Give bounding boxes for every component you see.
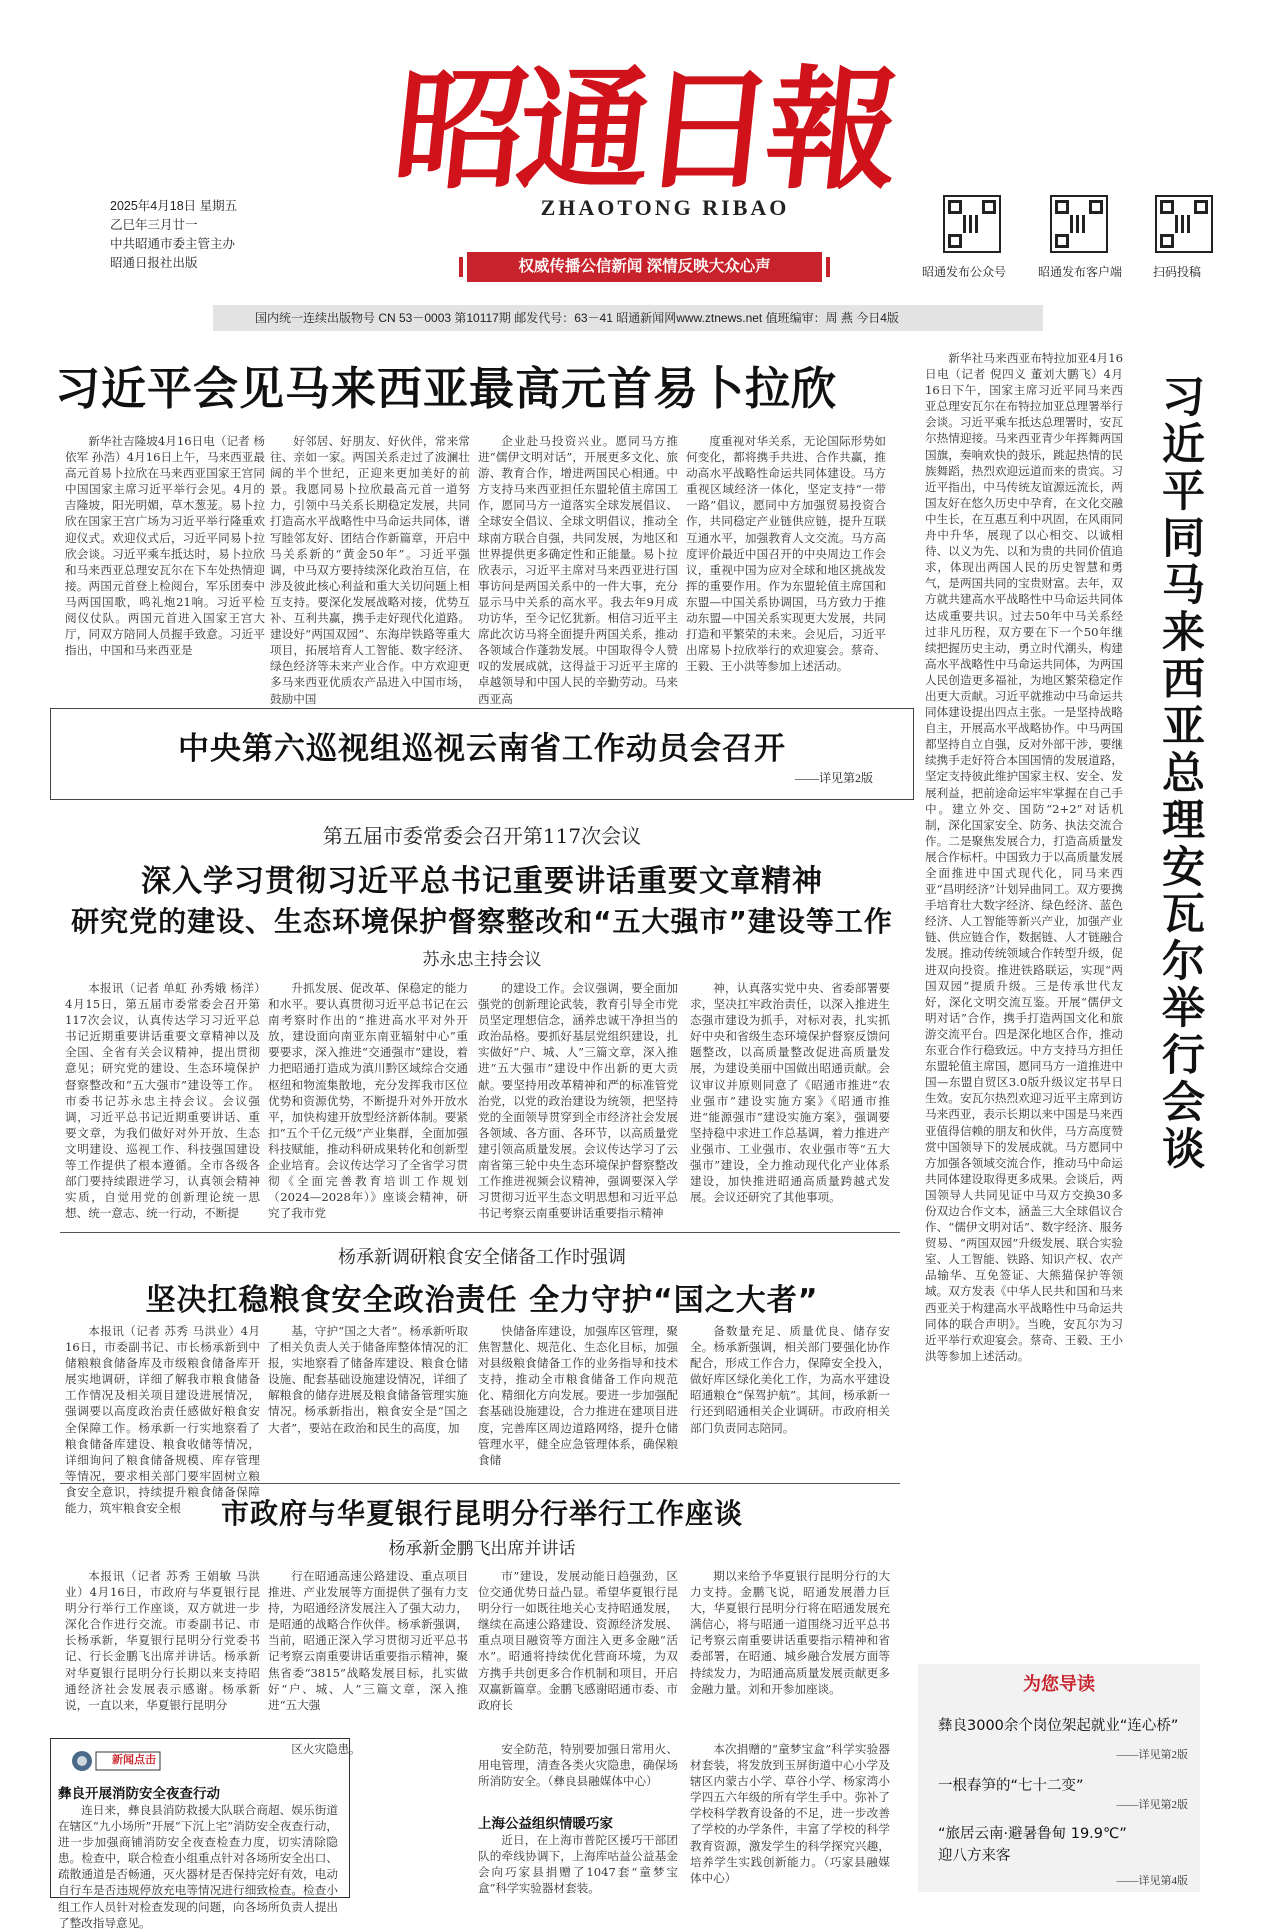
bank-paragraph: 本报讯（记者 苏秀 王娟敏 马洪业）4月16日，市政府与华夏银行昆明分行举行工作座谈，双方就进一步深化合作进行交流。市委副书记、市长杨承新，华夏银行昆明分行党委书记、行长金鹏飞出席并讲话。杨承新对华夏银行昆明分行长期以来支持昭通经济社会发展表示感谢。杨承新说，一直以来，华夏银行昆明分 (65, 1569, 260, 1712)
lead-paragraph: 度重视对华关系，无论国际形势如何变化，都将携手共进、合作共赢，推动高水平战略性命运共同体建设。马方重视区域经济一体化，坚定支持“一带一路”倡议，愿同中方加强贸易投资合作，共同稳定产业链供应链，提升互联互通水平，加强教育人文交流。马方高度评价最近中国召开的中央周边工作会议，重视中国为应对全球和地区挑战发挥的重要作用。作为东盟轮值主席国和东盟—中国关系协调国，马方致力于推动东盟—中国关系实现更大发展，共同打造和平繁荣的未来。会见后，习近平出席易卜拉欣举行的欢迎宴会。蔡奇、王毅、王小洪等参加上述活动。 (686, 434, 886, 674)
meeting-paragraph: 的建设工作。会议强调，要全面加强党的创新理论武装，教育引导全市党员坚定理想信念，涵养忠诚干净担当的政治品格。要抓好基层党组织建设，扎实做好“户、城、人”三篇文章，深入推进“五大强市”建设中作出新的更大贡献。要坚持用改革精神和严的标准管党治党，以党的政治建设为统领，把坚持党的全面领导贯穿到全市经济社会发展各领域、各方面、各环节，以高质量党建引领高质量发展。会议传达学习了云南省第三轮中央生态环境保护督察整改工作推进视频会议精神，强调要深入学习贯彻习近平生态文明思想和习近平总书记考察云南重要讲话重要指示精神 (478, 981, 678, 1221)
meeting-kicker: 第五届市委常委会召开第117次会议 (322, 824, 642, 848)
inspection-ref: ——详见第2版 (794, 771, 873, 785)
grain-kicker: 杨承新调研粮食安全储备工作时强调 (338, 1247, 626, 1268)
qr-code-icon[interactable] (1155, 195, 1213, 253)
publisher-line: 昭通日报社出版 (110, 256, 198, 270)
inspection-box[interactable] (50, 708, 914, 800)
qr-label: 昭通发布公众号 (922, 265, 1007, 279)
qr-label: 扫码投稿 (1153, 265, 1202, 279)
brief-2-continued (690, 1741, 890, 1893)
sponsor-line: 中共昭通市委主管主办 (110, 237, 236, 251)
bank-column (690, 1568, 890, 1724)
guide-item-ref: ——详见第2版 (1116, 1799, 1188, 1811)
meeting-column (268, 980, 468, 1220)
guide-item-ref: ——详见第2版 (1116, 1749, 1188, 1761)
meeting-paragraph: 神，认真落实党中央、省委部署要求，坚决扛牢政治责任，以深入推进生态强市建设为抓手，对标对表，扎实抓好中央和省级生态环境保护督察反馈问题整改，以高质量整改促进高质量发展，为建设美丽中国做出昭通贡献。会议审议并原则同意了《昭通市推进“农业强市”建设实施方案》《昭通市推进“能源强市”建设实施方案》，强调要坚持稳中求进工作总基调，着力推进产业强市、工业强市、农业强市等“五大强市”建设，全力推动现代化产业体系建设，加快推进昭通高质量跨越式发展。会议还研究了其他事项。 (690, 981, 890, 1205)
section-divider (60, 1232, 900, 1233)
bank-paragraph: 市”建设，发展动能日趋强劲，区位交通优势日益凸显。希望华夏银行昆明分行一如既往地关心支持昭通发展，继续在高速公路建设、资源经济发展、重点项目融资等方面注入更多金融“活水”。昭通将持续优化营商环境，为双方携手共创更多合作机制和项目，开启双赢新篇章。金鹏飞感谢昭通市委、市政府长 (478, 1569, 678, 1712)
logo-char: 報 (758, 52, 900, 208)
brief-1-end (478, 1741, 678, 1805)
grain-paragraph: 快储备库建设，加强库区管理，聚焦智慧化、规范化、生态化目标，加强对县级粮食储备工作的业务指导和技术支持，推动全市粮食储备工作向规范化、精细化方向发展。要进一步加强配套基础设施建设，合力推进在建项目进度，完善库区周边道路网络，提升仓储管理水平，健全应急管理体系，确保粮食储 (478, 1324, 678, 1467)
qr-label: 昭通发布客户端 (1038, 265, 1123, 279)
guide-item[interactable]: 彝良3000余个岗位架起就业“连心桥” (938, 1718, 1179, 1734)
meeting-column (65, 980, 260, 1220)
right-story-paragraph: 新华社马来西亚布特拉加亚4月16日电（记者 倪四义 董刘大鹏飞）4月16日下午，国家主席习近平同马来西亚总理安瓦尔在布特拉加亚总理署举行会谈。习近平乘车抵达总理署时，安瓦尔热情迎接。马来西亚青少年挥舞两国国旗，奏响欢快的鼓乐，跳起热情的民族舞蹈，热烈欢迎远道而来的贵宾。习近平指出，中马传统友谊源远流长，两国友好在悠久历史中孕育，在文化交融中生长，在互惠互利中巩固，在风雨同舟中升华，展现了以心相交、以诚相待、以义为先、以和为贵的共同价值追求，体现出两国人民的历史智慧和勇气，是两国共同的宝贵财富。去年，双方就共建高水平战略性中马命运共同体达成重要共识。过去50年中马关系经过非凡历程，双方要在下一个50年继续把握历史主动，勇立时代潮头，构建高水平战略性中马命运共同体，为两国人民创造更多福祉，为地区繁荣稳定作出更大贡献。习近平就推动中马命运共同体建设提出四点主张。一是坚持战略自主，开展高水平战略协作。中马两国都坚持自立自强，反对外部干涉，要继续携手走好符合本国国情的发展道路，坚定支持彼此维护国家主权、安全、发展利益，把前途命运牢牢掌握在自己手中。建立外交、国防“2+2”对话机制，深化国家安全、防务、执法交流合作。二是聚焦发展合力，打造高质量发展合作标杆。中国致力于以高质量发展全面推进中国式现代化，同马来西亚“昌明经济”计划异曲同工。双方要携手培育壮大数字经济、绿色经济、蓝色经济、人工智能等新兴产业，加强产业链、供应链合作，数据链、人才链融合发展。推动传统领域合作转型升级，促进双向投资。推进铁路联运，实现“两国双园”提质升级。三是传承世代友好，深化文明交流互鉴。开展“儒伊文明对话”合作，携手打造两国文化和旅游交流平台。四是深化地区合作，推动东亚合作行稳致远。中方支持马方担任东盟轮值主席国，愿同马方一道推进中国—东盟自贸区3.0版升级议定书早日生效。安瓦尔热烈欢迎习近平主席到访马来西亚，表示长期以来中国是马来西亚值得信赖的朋友和伙伴，马方高度赞赏中国领导下的发展成就。马方愿同中方加强各领域交流合作，推动马中命运共同体建设取得更多成果。会谈后，两国领导人共同见证中马双方交换30多份双边合作文本，涵盖三大全球倡议合作、“儒伊文明对话”、数字经济、服务贸易、“两国双园”升级发展、联合实验室、人工智能、铁路、知识产权、农产品输华、互免签证、大熊猫保护等领域。双方发表《中华人民共和国和马来西亚关于构建高水平战略性中马命运共同体的联合声明》。当晚，安瓦尔为习近平举行欢迎宴会。蔡奇、王毅、王小洪等参加上述活动。 (925, 351, 1123, 1363)
meeting-headline-2: 研究党的建设、生态环境保护督察整改和“五大强市”建设等工作 (71, 905, 893, 938)
grain-column (268, 1323, 468, 1473)
lead-column (270, 433, 470, 706)
brief-paragraph: 安全防范，特别要加强日常用火、用电管理，清查各类火灾隐患，确保场所消防安全。（彝良县融媒体中心） (478, 1742, 678, 1789)
lead-column (65, 433, 265, 695)
brief-2-body (478, 1832, 678, 1894)
bank-column (65, 1568, 260, 1724)
grain-paragraph: 本报讯（记者 苏秀 马洪业）4月16日，市委副书记、市长杨承新到中储粮粮食储备库及市级粮食储备库开展实地调研，详细了解我市粮食储备工作情况及相关项目建设进展情况，强调要以高度政治责任感做好粮食安全保障工作。杨承新一行实地察看了粮食储备库建设、粮食收储等情况，详细询问了粮食储备规模、库存管理等情况，要求相关部门要牢固树立粮食安全意识，持续提升粮食储备保障能力，筑牢粮食安全根 (65, 1324, 260, 1516)
meeting-subhead: 苏永忠主持会议 (422, 950, 542, 970)
lead-paragraph: 新华社吉隆坡4月16日电（记者 杨依军 孙浩）4月16日上午，马来西亚最高元首易卜拉欣在马来西亚国家王宫同中国国家主席习近平举行会见。4月的吉隆坡，阳光明媚，草木葱茏。易卜拉欣在国家王宫广场为习近平举行隆重欢迎仪式。欢迎仪式后，习近平同易卜拉欣会谈。习近平乘车抵达时，易卜拉欣和马来西亚总理安瓦尔在下车处热情迎接。两国元首登上检阅台，军乐团奏中马两国国歌，鸣礼炮21响。习近平检阅仪仗队。两国元首进入国家王宫大厅，同双方陪同人员握手致意。习近平指出，中国和马来西亚是 (65, 434, 265, 658)
brief-paragraph: 近日，在上海市普陀区援巧干部团队的牵线协调下，上海库咕益公益基金会向巧家县捐赠了1047套“童梦宝盒”科学实验器材套装。 (478, 1833, 678, 1896)
grain-headline: 坚决扛稳粮食安全政治责任 全力守护“国之大者” (145, 1283, 819, 1318)
logo-char: 日 (634, 52, 776, 208)
lead-headline: 习近平会见马来西亚最高元首易卜拉欣 (55, 362, 838, 415)
grain-paragraph: 备数量充足、质量优良、储存安全。杨承新强调，相关部门要强化协作配合，形成工作合力，保障安全投入，做好库区绿化美化工作，为高水平建设昭通粮仓“保驾护航”。其间，杨承新一行还到昭通相关企业调研。市政府相关部门负责同志陪同。 (690, 1324, 890, 1435)
slogan-banner: 权威传播公信新闻 深情反映大众心声 (467, 252, 822, 282)
guide-item-ref: ——详见第4版 (1116, 1875, 1188, 1887)
publication-info-bar: 国内统一连续出版物号 CN 53－0003 第10117期 邮发代号：63－41 昭通新闻网www.ztnews.net 值班编审：周 燕 今日4版 (213, 305, 1043, 331)
bank-paragraph: 行在昭通高速公路建设、重点项目推进、产业发展等方面提供了强有力支持，为昭通经济发展注入了强大动力，是昭通的战略合作伙伴。杨承新强调，当前，昭通正深入学习贯彻习近平总书记考察云南重要讲话重要指示精神，聚焦省委“3815”战略发展目标，扎实做好“户、城、人”三篇文章，深入推进“五大强 (268, 1569, 468, 1712)
inspection-headline: 中央第六巡视组巡视云南省工作动员会召开 (178, 731, 786, 767)
grain-column (478, 1323, 678, 1473)
bank-column (268, 1568, 468, 1724)
bank-headline: 市政府与华夏银行昆明分行举行工作座谈 (220, 1497, 743, 1530)
brief-paragraph: 区火灾隐患。 (291, 1742, 361, 1756)
reading-guide-box (918, 1664, 1200, 1892)
grain-paragraph: 基，守护“国之大者”。杨承新听取了相关负责人关于储备库整体情况的汇报，实地察看了储备库建设、粮食仓储设施、配套基础设施建设情况，详细了解粮食的储存进展及粮食储备管理实施情况。杨承新指出，粮食安全是“国之大者”，要站在政治和民生的高度，加 (268, 1324, 468, 1435)
bank-column (478, 1568, 678, 1724)
logo-char: 通 (510, 52, 652, 208)
guide-item[interactable]: 一根春笋的“七十二变” (938, 1778, 1084, 1794)
brief-paragraph: 连日来，彝良县消防救援大队联合商超、娱乐街道在辖区“九小场所”开展“下沉上宅”消防安全夜查行动，进一步加强商铺消防安全夜查检查力度，切实清除隐患。检查中，联合检查小组重点针对各场所安全出口、疏散通道是否畅通，灭火器材是否保持完好有效，电动自行车是否违规停放充电等情况进行细致检查。检查小组工作人员针对检查发现的问题，向各场所负责人提出了整改指导意见。 (58, 1803, 338, 1930)
right-story-headline: 习近平同马来西亚总理安瓦尔举行会谈 (1162, 373, 1205, 1175)
logo-char: 昭 (386, 52, 528, 208)
brief-2-headline: 上海公益组织情暖巧家 (478, 1816, 613, 1832)
right-story-column (925, 350, 1123, 1632)
bank-paragraph: 期以来给予华夏银行昆明分行的大力支持。金鹏飞说，昭通发展潜力巨大，华夏银行昆明分行将在昭通发展充满信心，将与昭通一道围绕习近平总书记考察云南重要讲话重要指示精神和省委部署，在昭通、城乡融合发展方面等持续发力，为昭通高质量发展贡献更多金融力量。刘和开参加座谈。 (690, 1569, 890, 1696)
qr-code-icon[interactable] (1050, 195, 1108, 253)
masthead (0, 0, 1262, 310)
brief-paragraph: 本次捐赠的“童梦宝盒”科学实验器材套装，将发放到玉屏街道中心小学及辖区内蒙古小学、草谷小学、杨家湾小学四五六年级的所有学生手中。弥补了学校科学教育设备的不足，进一步改善了学校的办学条件，丰富了学校的科学教育资源，激发学生的科学探究兴趣，培养学生实践创新能力。（巧家县融媒体中心） (690, 1742, 890, 1885)
meeting-paragraph: 本报讯（记者 单虹 孙秀娥 杨洋）4月15日，第五届市委常委会召开第117次会议，认真传达学习习近平总书记近期重要讲话重要文章精神以及全国、全省有关会议精神，提出贯彻意见；研究党的建设、生态环境保护督察整改和“五大强市”建设等工作。市委书记苏永忠主持会议。会议强调，习近平总书记近期重要讲话、重要文章，为我们做好对外开放、生态文明建设、巡视工作、科技强国建设等工作提供了根本遵循。全市各级各部门要持续跟进学习，认真领会精神实质，自觉用党的创新理论统一思想、统一意志、统一行动，不断提 (65, 981, 260, 1221)
lead-paragraph: 企业赴马投资兴业。愿同马方推进“儒伊文明对话”，开展更多文化、旅游、教育合作，增进两国民心相通。中方支持马来西亚担任东盟轮值主席国工作，愿同马方一道落实全球发展倡议、全球安全倡议、全球文明倡议，推动全球南方联合自强，共同发展，为地区和世界提供更多确定性和正能量。易卜拉欣表示，习近平主席对马来西亚进行国事访问是两国关系中的一件大事，充分显示马中关系的高水平。我去年9月成功访华，至今记忆犹新。相信习近平主席此次访马将全面提升两国关系，推动各领域合作蓬勃发展。中国取得令人赞叹的发展成就，这得益于习近平主席的卓越领导和中国人民的辛勤劳动。马来西亚高 (478, 434, 678, 706)
qr-code-icon[interactable] (943, 195, 1001, 253)
news-click-label: 新闻点击 (112, 1753, 156, 1766)
date-info (110, 197, 310, 273)
date-line: 2025年4月18日 星期五 (110, 199, 238, 213)
lead-paragraph: 好邻居、好朋友、好伙伴，常来常往、亲如一家。两国关系走过了波澜壮阔的半个世纪，正迎来更加美好的前景。我愿同易卜拉欣最高元首一道努力，引领中马关系长期稳定发展，共同打造高水平战略性中马命运共同体，谱写睦邻友好、团结合作新篇章，开启中马关系新的“黄金50年”。习近平强调，中马双方要持续深化政治互信，在涉及彼此核心利益和重大关切问题上相互支持。要深化发展战略对接，优势互补、互利共赢，携手走好现代化道路。建设好“两国双园”、东海岸铁路等重大项目，拓展培育人工智能、数字经济、绿色经济等未来产业合作。中方欢迎更多马来西亚优质农产品进入中国市场，鼓励中国 (270, 434, 470, 706)
bank-subhead: 杨承新金鹏飞出席并讲话 (388, 1539, 576, 1559)
meeting-column (478, 980, 678, 1220)
masthead-pinyin: ZHAOTONG RIBAO (540, 195, 790, 220)
grain-column (65, 1323, 260, 1516)
meeting-column (690, 980, 890, 1220)
meeting-paragraph: 升抓发展、促改革、保稳定的能力和水平。要认真贯彻习近平总书记在云南考察时作出的“推进高水平对外开放，建设面向南亚东南亚辐射中心”重要要求，深入推进“交通强市”建设，着力把昭通打造成为滇川黔区域综合交通枢纽和物流集散地，充分发挥我市区位优势和资源优势，不断提升对外开放水平，加快构建开放型经济新体制。要紧扣“五个千亿元级”产业集群，全面加强科技赋能，推动科研成果转化和创新型企业培育。会议传达学习了全省学习贯彻《全面完善教育培训工作规划（2024—2028年）》座谈会精神，研究了我市党 (268, 981, 468, 1221)
grain-column (690, 1323, 890, 1473)
lead-column (686, 433, 886, 695)
guide-item[interactable]: 迎八方来客 (938, 1848, 1011, 1864)
reading-guide-title: 为您导读 (1023, 1674, 1095, 1695)
section-divider (60, 1483, 900, 1484)
lead-column (478, 433, 678, 706)
lunar-date-line: 乙巳年三月廿一 (110, 218, 198, 232)
guide-item[interactable]: “旅居云南·避暑鲁甸 19.9℃” (938, 1826, 1127, 1842)
meeting-headline-1: 深入学习贯彻习近平总书记重要讲话重要文章精神 (141, 864, 823, 899)
brief-1-continued (268, 1741, 468, 1891)
brief-1-headline: 彝良开展消防安全夜查行动 (58, 1786, 220, 1802)
